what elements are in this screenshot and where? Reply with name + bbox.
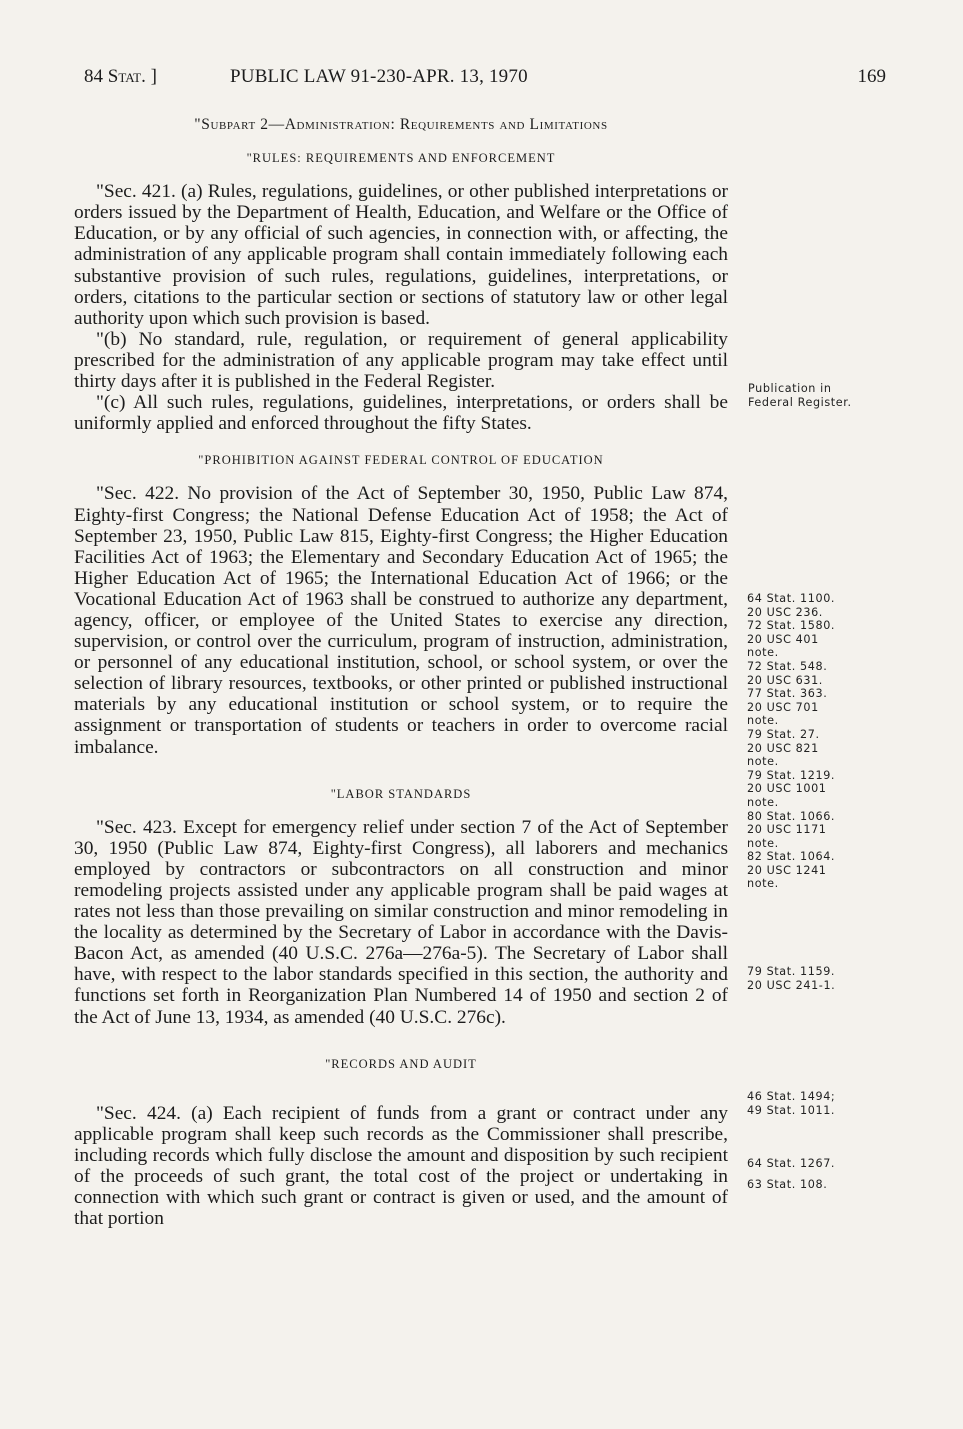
margin-note-publication [748,382,852,409]
margin-note-line: note. [747,755,779,769]
subpart-title: "Subpart 2—Administration: Requirements and Limitations [194,116,608,133]
margin-note-line: 79 Stat. 1219. [747,768,836,782]
margin-note-line: 79 Stat. 1159. [747,965,836,978]
margin-note-citations-422 [747,592,835,891]
margin-note-line: 20 USC 1001 [747,782,827,796]
paragraph-422: "Sec. 422. No provision of the Act of September 30, 1950, Public Law 874, Eighty-first Congress; the National Defense Education Act of 1958; the Act of September 23, 1950, Public Law 815, Eighty-first Congress; the Higher Education Facilities Act of 1963; the Elementary and Secondary Education Act of 1965; the Higher Education Act of 1965; the International Education Act of 1966; or the Vocational Education Act of 1963 shall be construed to authorize any department, agency, officer, or employee of the United States to exercise any direction, supervision, or control over the curriculum, program of instruction, administration, or personnel of any educational institution, school, or school system, or over the selection of library resources, textbooks, or other printed or published instructional materials by any educational institution or school system, or to require the assignment or transportation of students or teachers in order to overcome racial imbalance. [74,483,728,758]
margin-note-line: 46 Stat. 1494; [747,1090,836,1103]
margin-note-line: 72 Stat. 548. [747,659,828,673]
section-heading-labor: "LABOR STANDARDS [330,786,472,801]
margin-note-line: 20 USC 236. [747,605,823,619]
margin-note-line: 64 Stat. 1267. [747,1157,836,1170]
margin-note-citations-423 [747,965,835,992]
margin-note-line: 77 Stat. 363. [747,687,828,701]
page-number: 169 [857,66,886,87]
margin-note-line: 20 USC 1171 [747,823,827,837]
margin-note-line: 20 USC 821 [747,741,819,755]
paragraph-421c: "(c) All such rules, regulations, guidelines, interpretations, or orders shall be uniformly applied and enforced throughout the fifty States. [74,392,728,435]
margin-note-line: note. [747,836,779,850]
section-heading-rules: "RULES: REQUIREMENTS AND ENFORCEMENT [246,151,556,166]
page-header [84,66,886,92]
margin-note-line: 80 Stat. 1066. [747,809,836,823]
running-title: PUBLIC LAW 91-230-APR. 13, 1970 [230,66,528,87]
margin-note-line: note. [747,877,779,891]
margin-note-line: Federal Register. [748,395,852,409]
paragraph-424a: "Sec. 424. (a) Each recipient of funds from a grant or contract under any applicable program shall keep such records as the Commissioner shall prescribe, including records which fully disclose the amount and disposition by such recipient of the proceeds of such grant, the total cost of the project or undertaking in connection with which such grant or contract is given or used, and the amount of that portion [74,1102,728,1230]
margin-note-line: 63 Stat. 108. [747,1177,828,1191]
margin-note-line: 20 USC 701 [747,700,819,714]
margin-note-line: 20 USC 241-1. [747,978,836,992]
margin-note-line: 82 Stat. 1064. [747,850,836,864]
margin-note-line: note. [747,795,779,809]
margin-note-line: note. [747,714,779,728]
margin-note-line: Publication in [748,382,832,395]
margin-note-davis-bacon [747,1090,835,1117]
paragraph-421a: "Sec. 421. (a) Rules, regulations, guidelines, or other published interpretations or orders issued by the Department of Health, Education, and Welfare or the Office of Education, or by any official of such agencies, in connection with, or affecting, the administration of any applicable program shall contain immediately following each substantive provision of such rules, regulations, guidelines, interpretations, or orders, citations to the particular section or sections of statutory law or other legal authority upon which such provision is based. [74,181,728,329]
margin-note-line: 79 Stat. 27. [747,727,820,741]
body-text [74,114,728,1229]
margin-note-line: 64 Stat. 1100. [747,592,836,605]
stat-reference: 84 Stat. ] [84,66,157,87]
paragraph-423: "Sec. 423. Except for emergency relief under section 7 of the Act of September 30, 1950 (Public Law 874, Eighty-first Congress), all laborers and mechanics employed by contractors or subcontractors on all construction and minor remodeling projects assisted under any applicable program shall be paid wages at rates not less than those prevailing on similar construction and minor remodeling in the locality as determined by the Secretary of Labor in accordance with the Davis-Bacon Act, as amended (40 U.S.C. 276a—276a-5). The Secretary of Labor shall have, with respect to the labor standards specified in this section, the authority and functions set forth in Reorganization Plan Numbered 14 of 1950 and section 2 of the Act of June 13, 1934, as amended (40 U.S.C. 276c). [74,816,728,1028]
paragraph-421b: "(b) No standard, rule, regulation, or requirement of general applicability prescribed for the administration of any applicable program may take effect until thirty days after it is published in the Federal Register. [74,328,728,393]
margin-note-reorganization [747,1157,835,1191]
margin-note-line: note. [747,646,779,660]
margin-note-line: 20 USC 1241 [747,863,827,877]
margin-note-line: 20 USC 631. [747,673,823,687]
margin-note-line: 20 USC 401 [747,632,819,646]
margin-note-line: 72 Stat. 1580. [747,619,836,633]
section-heading-prohibition: "PROHIBITION AGAINST FEDERAL CONTROL OF EDUCATION [198,453,604,468]
section-heading-records: "RECORDS AND AUDIT [325,1056,477,1071]
margin-note-line: 49 Stat. 1011. [747,1103,836,1117]
